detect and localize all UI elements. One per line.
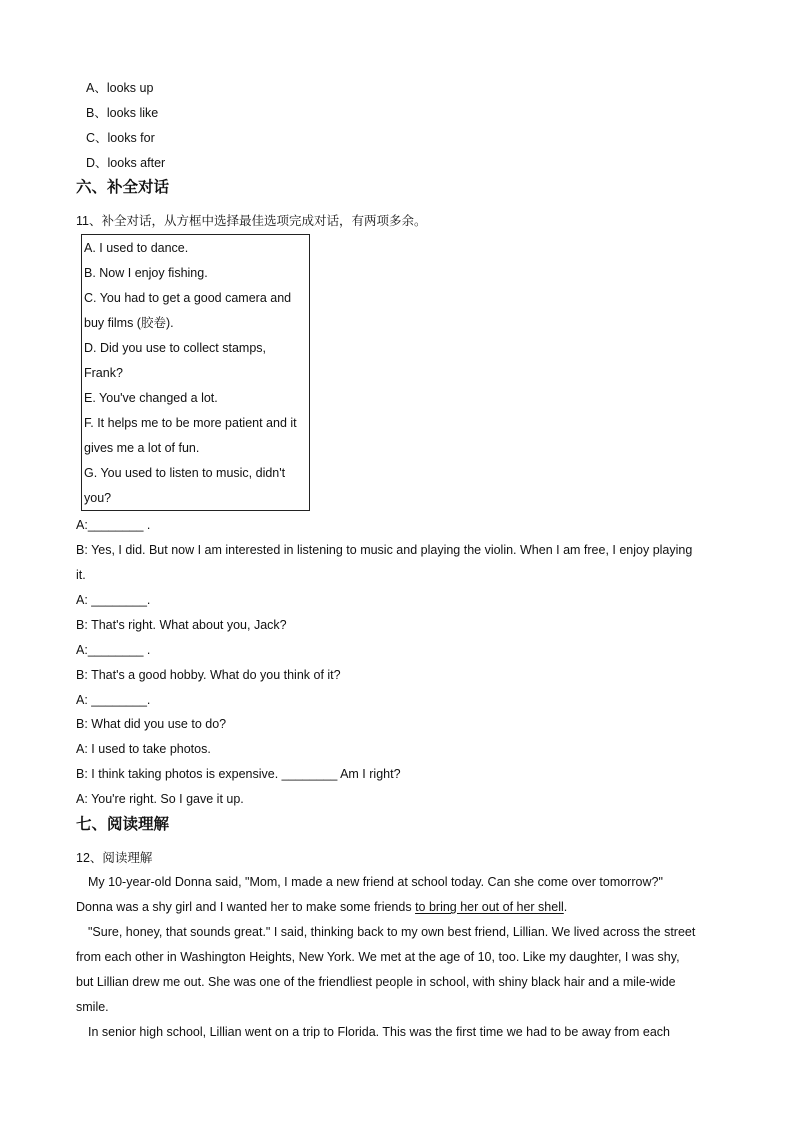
passage-line: Donna was a shy girl and I wanted her to make some friends to bring her out of her shell. — [76, 900, 568, 914]
passage-line: "Sure, honey, that sounds great." I said, thinking back to my own best friend, Lillian. We lived across the street — [88, 925, 696, 939]
box-line: D. Did you use to collect stamps, — [84, 341, 267, 355]
passage-line: from each other in Washington Heights, New York. We met at the age of 10, too. Like my daughter, I was shy, — [76, 950, 680, 964]
option-b: B、looks like — [86, 106, 159, 120]
box-line: A. I used to dance. — [84, 241, 189, 255]
passage-line: My 10-year-old Donna said, "Mom, I made a new friend at school today. Can she come over tomorrow?" — [88, 875, 663, 889]
section-7-heading: 七、阅读理解 — [76, 815, 170, 833]
box-line: gives me a lot of fun. — [84, 441, 200, 455]
dialogue-line: it. — [76, 568, 86, 582]
box-line: G. You used to listen to music, didn't — [84, 466, 286, 480]
dialogue-line: A: ________. — [76, 593, 151, 607]
dialogue-line: A:________ . — [76, 518, 151, 532]
dialogue-line: B: What did you use to do? — [76, 717, 227, 731]
option-d: D、looks after — [86, 156, 166, 170]
box-line: you? — [84, 491, 112, 505]
section-6-heading: 六、补全对话 — [76, 178, 170, 196]
box-line: Frank? — [84, 366, 123, 380]
box-line: F. It helps me to be more patient and it — [84, 416, 297, 430]
dialogue-line: B: Yes, I did. But now I am interested in listening to music and playing the violin. When I am free, I enjoy playing — [76, 543, 693, 557]
dialogue-line: B: That's right. What about you, Jack? — [76, 618, 287, 632]
dialogue-line: B: I think taking photos is expensive. ________ Am I right? — [76, 767, 401, 781]
dialogue-line: B: That's a good hobby. What do you think of it? — [76, 668, 341, 682]
option-c: C、looks for — [86, 131, 155, 145]
dialogue-line: A: I used to take photos. — [76, 742, 211, 756]
underlined-phrase: to bring her out of her shell — [415, 900, 564, 914]
passage-line: In senior high school, Lillian went on a trip to Florida. This was the first time we had to be away from each — [88, 1025, 671, 1039]
option-a: A、looks up — [86, 81, 154, 95]
box-line: C. You had to get a good camera and — [84, 291, 292, 305]
box-line: B. Now I enjoy fishing. — [84, 266, 208, 280]
dialogue-line: A: ________. — [76, 693, 151, 707]
q11-prompt: 11、补全对话，从方框中选择最佳选项完成对话，有两项多余。 — [76, 214, 427, 228]
passage-line: but Lillian drew me out. She was one of the friendliest people in school, with shiny black hair and a mile-wide — [76, 975, 676, 989]
dialogue-line: A: You're right. So I gave it up. — [76, 792, 244, 806]
box-line: buy films (胶卷). — [84, 316, 174, 330]
passage-line: smile. — [76, 1000, 109, 1014]
box-line: E. You've changed a lot. — [84, 391, 218, 405]
dialogue-line: A:________ . — [76, 643, 151, 657]
q12-prompt: 12、阅读理解 — [76, 851, 153, 865]
